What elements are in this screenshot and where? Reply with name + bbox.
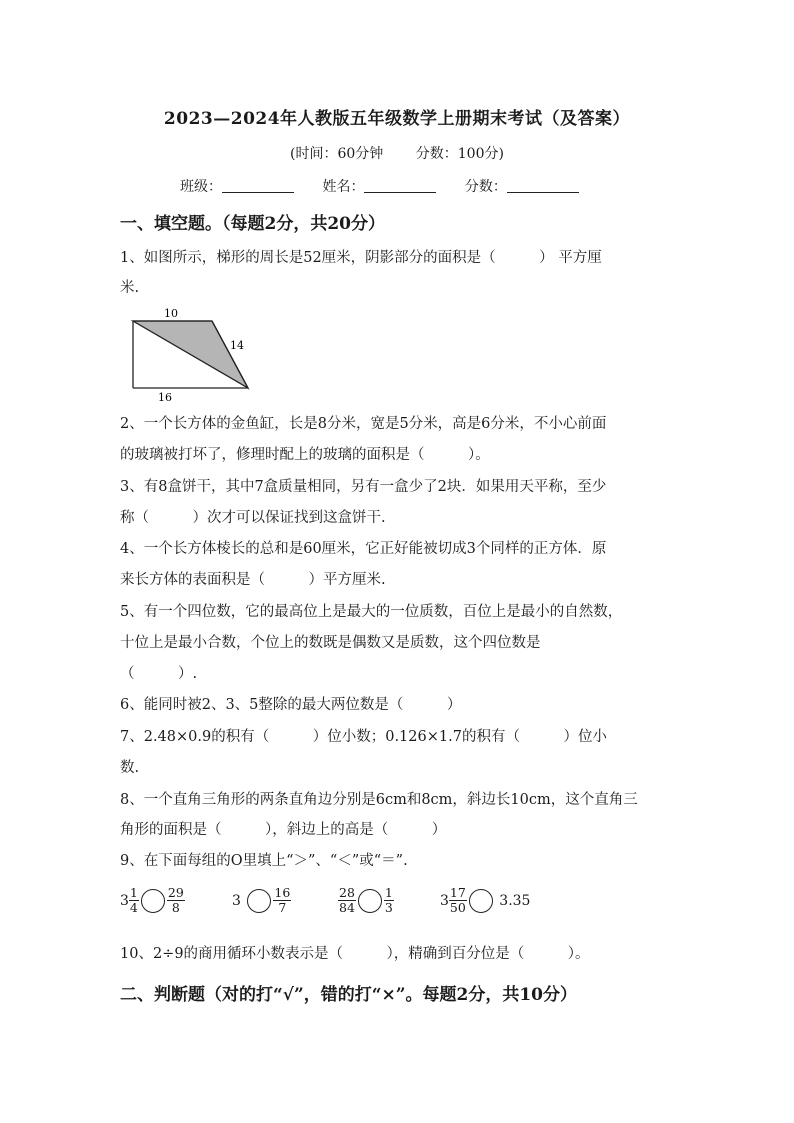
mixed-whole: 3 (120, 892, 129, 909)
compare-circle-2[interactable] (247, 889, 271, 913)
section-2-heading: 二、判断题（对的打“√”，错的打“×”。每题2分，共10分） (120, 985, 578, 1005)
student-info (180, 176, 603, 196)
decimal-value: 3.35 (499, 892, 531, 909)
comparison-item-2 (232, 886, 291, 930)
score-label: 分数： (464, 179, 507, 195)
denominator: 3 (384, 900, 393, 915)
class-blank[interactable] (222, 178, 294, 193)
question-2-line-1: 2、一个长方体的金鱼缸，长是8分米，宽是5分米，高是6分米，不小心前面 (120, 416, 607, 432)
score-field (465, 176, 579, 196)
trapezoid-figure (120, 305, 260, 409)
section-1-heading: 一、填空题。（每题2分，共20分） (120, 214, 385, 234)
exam-total-score: 分数：100分) (415, 146, 504, 162)
exam-subtitle (0, 143, 794, 163)
denominator: 50 (449, 900, 466, 915)
compare-circle-4[interactable] (469, 889, 493, 913)
numerator: 17 (449, 885, 466, 900)
denominator: 4 (129, 900, 138, 915)
trapezoid-bottom-label: 16 (158, 391, 172, 404)
comparison-item-4 (440, 886, 530, 930)
question-6-line-1: 6、能同时被2、3、5整除的最大两位数是（ ） (120, 697, 462, 713)
denominator: 8 (171, 900, 180, 915)
exam-time: (时间：60分钟 (290, 146, 384, 162)
fraction (338, 886, 356, 915)
question-5-line-2: 十位上是最小合数，个位上的数既是偶数又是质数，这个四位数是 (120, 635, 541, 651)
exam-title: 2023—2024年人教版五年级数学上册期末考试（及答案） (163, 109, 631, 129)
question-8-line-1: 8、一个直角三角形的两条直角边分别是6cm和8cm，斜边长10cm，这个直角三 (120, 792, 638, 808)
comparison-item-3 (338, 886, 394, 930)
whole-number: 3 (232, 892, 241, 909)
denominator: 84 (339, 900, 355, 915)
question-5-line-1: 5、有一个四位数，它的最高位上是最大的一位质数，百位上是最小的自然数， (120, 604, 623, 620)
question-10-line-1: 10、2÷9的商用循环小数表示是（ ），精确到百分位是（ ）。 (120, 946, 590, 962)
question-4-line-2: 来长方体的表面积是（ ）平方厘米. (120, 572, 386, 588)
numerator: 29 (167, 885, 184, 900)
name-blank[interactable] (364, 178, 436, 193)
fraction (129, 886, 139, 915)
question-7-line-2: 数. (120, 760, 140, 776)
compare-circle-1[interactable] (141, 889, 165, 913)
fraction (384, 886, 394, 915)
mixed-whole: 3 (440, 892, 449, 909)
compare-circle-3[interactable] (358, 889, 382, 913)
shaded-triangle (133, 321, 248, 388)
comparison-item-1 (120, 886, 185, 930)
fraction (273, 886, 291, 915)
name-label: 姓名： (322, 179, 365, 195)
question-8-line-2: 角形的面积是（ ），斜边上的高是（ ） (120, 822, 447, 838)
class-label: 班级： (180, 179, 222, 195)
question-2-line-2: 的玻璃被打坏了，修理时配上的玻璃的面积是（ ）。 (120, 447, 490, 463)
numerator: 1 (384, 885, 393, 900)
trapezoid-svg (120, 305, 260, 405)
name-field (322, 176, 436, 196)
question-7-line-1: 7、2.48×0.9的积有（ ）位小数；0.126×1.7的积有（ ）位小 (120, 729, 607, 745)
question-1-line-1: 1、如图所示，梯形的周长是52厘米，阴影部分的面积是（ ） 平方厘 (120, 250, 602, 266)
question-1-line-2: 米. (120, 280, 140, 296)
fraction (167, 886, 185, 915)
numerator: 16 (274, 885, 291, 900)
numerator: 28 (339, 885, 355, 900)
trapezoid-side-label: 14 (230, 339, 244, 352)
question-3-line-1: 3、有8盒饼干，其中7盒质量相同，另有一盒少了2块．如果用天平称，至少 (120, 479, 607, 495)
question-3-line-2: 称（ ）次才可以保证找到这盒饼干. (120, 510, 386, 526)
question-5-line-3: （ ）. (120, 666, 198, 682)
trapezoid-top-label: 10 (164, 307, 178, 320)
denominator: 7 (278, 900, 287, 915)
numerator: 1 (129, 885, 138, 900)
comparison-row (120, 886, 680, 930)
fraction (449, 886, 467, 915)
score-blank[interactable] (507, 178, 579, 193)
class-field (180, 176, 294, 196)
question-9-line-1: 9、在下面每组的O里填上“＞”、“＜”或“＝”. (120, 853, 408, 869)
question-4-line-1: 4、一个长方体棱长的总和是60厘米，它正好能被切成3个同样的正方体．原 (120, 541, 607, 557)
